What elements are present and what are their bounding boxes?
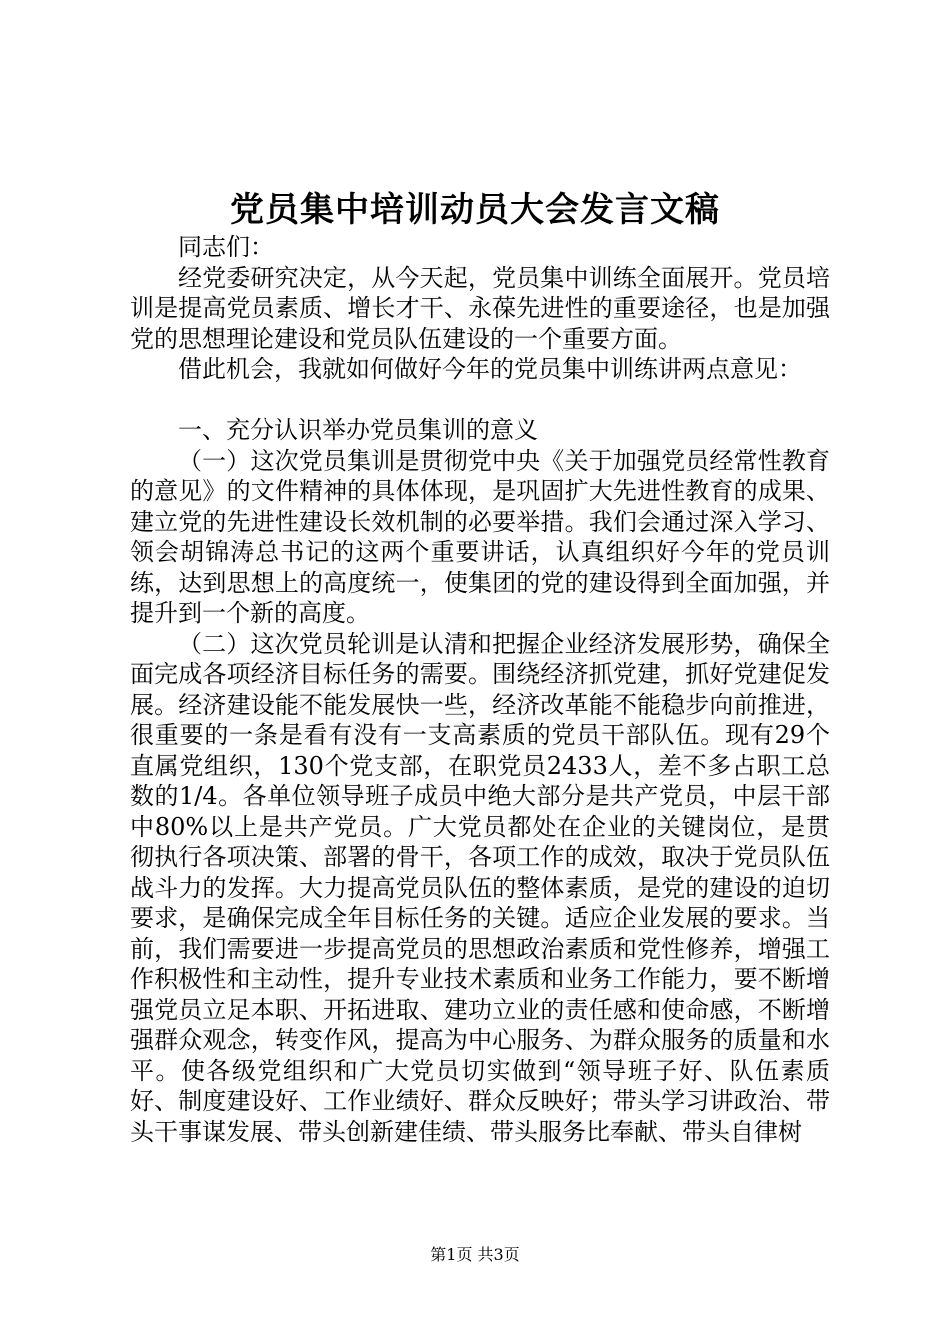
document-title: 党员集中培训动员大会发言文稿 xyxy=(230,190,720,230)
salutation: 同志们： xyxy=(178,233,274,261)
paragraph-opinion: 借此机会，我就如何做好今年的党员集中训练讲两点意见： xyxy=(178,355,802,383)
paragraph-point-2: （二）这次党员轮训是认清和把握企业经济发展形势，确保全面完成各项经济目标任务的需要。围绕经济抓党建，抓好党建促发展。经济建设能不能发展快一些，经济改革能不能稳步向前推进，很重要的一条是看有没有一支高素质的党员干部队伍。现有29个直属党组织，130个党支部，在职党员2433人，差不多占职工总数的1/4。各单位领导班子成员中绝大部分是共产党员，中层干部中80%以上是共产党员。广大党员都处在企业的关键岗位，是贯彻执行各项决策、部署的骨干，各项工作的成效，取决于党员队伍战斗力的发挥。大力提高党员队伍的整体素质，是党的建设的迫切要求，是确保完成全年目标任务的关键。适应企业发展的要求。当前，我们需要进一步提高党员的思想政治素质和党性修养，增强工作积极性和主动性，提升专业技术素质和业务工作能力，要不断增强党员立足本职、开拓进取、建功立业的责任感和使命感，不断增强群众观念，转变作风，提高为中心服务、为群众服务的质量和水平。使各级党组织和广大党员切实做到“领导班子好、队伍素质好、制度建设好、工作业绩好、群众反映好；带头学习讲政治、带头干事谋发展、带头创新建佳绩、带头服务比奉献、带头自律树 xyxy=(130,629,830,1146)
paragraph-point-1: （一）这次党员集训是贯彻党中央《关于加强党员经常性教育的意见》的文件精神的具体体现，是巩固扩大先进性教育的成果、建立党的先进性建设长效机制的必要举措。我们会通过深入学习、领会胡锦涛总书记的这两个重要讲话，认真组织好今年的党员训练，达到思想上的高度统一，使集团的党的建设得到全面加强，并提升到一个新的高度。 xyxy=(130,446,830,627)
paragraph-intro: 经党委研究决定，从今天起，党员集中训练全面展开。党员培训是提高党员素质、增长才干、永葆先进性的重要途径，也是加强党的思想理论建设和党员队伍建设的一个重要方面。 xyxy=(130,263,830,353)
section-heading: 一、充分认识举办党员集训的意义 xyxy=(178,416,538,444)
page-footer: 第1页 共3页 xyxy=(430,1245,520,1264)
document-body xyxy=(130,232,830,1147)
